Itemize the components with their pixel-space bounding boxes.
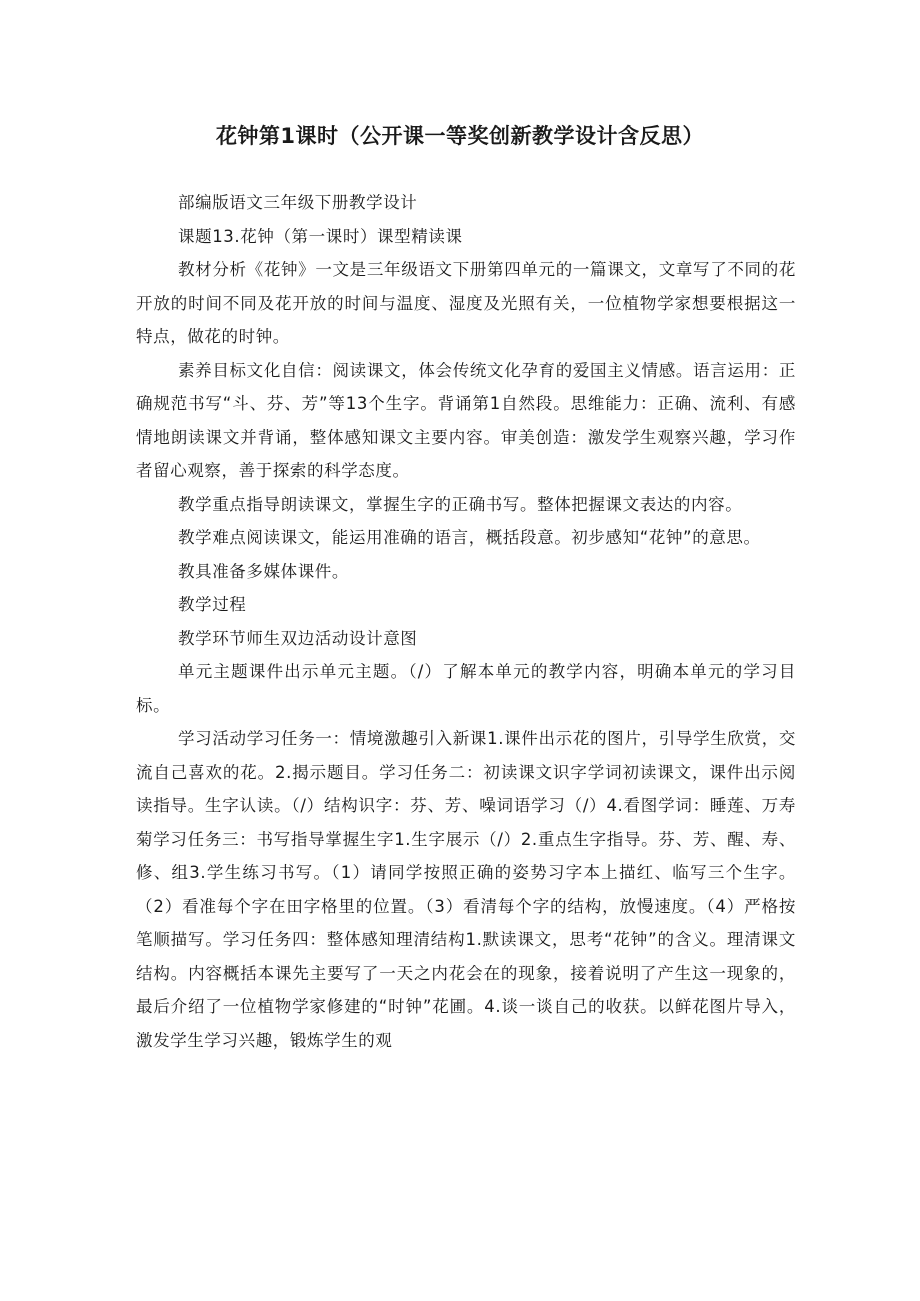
paragraph-process-header: 教学环节师生双边活动设计意图 — [178, 628, 418, 648]
paragraph-unit-theme: 单元主题课件出示单元主题。（/）了解本单元的教学内容，明确本单元的学习目标。 — [136, 662, 796, 715]
paragraph-material-analysis: 教材分析《花钟》一文是三年级语文下册第四单元的一篇课文，文章写了不同的花开放的时间不同及花开放的时间与温度、湿度及光照有关，一位植物学家想要根据这一特点，做花的时钟。 — [136, 260, 796, 346]
document-body — [136, 186, 796, 1057]
paragraph-teaching-difficulty: 教学难点阅读课文，能运用准确的语言，概括段意。初步感知“花钟”的意思。 — [178, 528, 761, 547]
paragraph-edition: 部编版语文三年级下册教学设计 — [178, 193, 418, 212]
paragraph-teaching-aids: 教具准备多媒体课件。 — [178, 561, 349, 581]
paragraph-teaching-focus: 教学重点指导朗读课文，掌握生字的正确书写。整体把握课文表达的内容。 — [178, 494, 743, 514]
paragraph-teaching-process: 教学过程 — [178, 595, 247, 614]
paragraph-lesson-topic: 课题13.花钟（第一课时）课型精读课 — [178, 226, 463, 246]
paragraph-learning-activities: 学习活动学习任务一：情境激趣引入新课1.课件出示花的图片，引导学生欣赏，交流自己喜欢的花。2.揭示题目。学习任务二：初读课文识字学词初读课文，课件出示阅读指导。生字认读。（/）结构识字：芬、芳、噪词语学习（/）4.看图学词：睡莲、万寿菊学习任务三：书写指导掌握生字1.生字展示（/）2.重点生字指导。芬、芳、醒、寿、修、组3.学生练习书写。（1）请同学按照正确的姿势习字本上描红、临写三个生字。（2）看准每个字在田字格里的位置。（3）看清每个字的结构，放慢速度。（4）严格按笔顺描写。学习任务四：整体感知理清结构1.默读课文，思考“花钟”的含义。理清课文结构。内容概括本课先主要写了一天之内花会在的现象，接着说明了产生这一现象的，最后介绍了一位植物学家修建的“时钟”花圃。4.谈一谈自己的收获。以鲜花图片导入，激发学生学习兴趣，锻炼学生的观 — [136, 729, 796, 1050]
document-title: 花钟第1课时（公开课一等奖创新教学设计含反思） — [215, 124, 705, 148]
paragraph-literacy-goals: 素养目标文化自信：阅读课文，体会传统文化孕育的爱国主义情感。语言运用：正确规范书写“斗、芬、芳”等13个生字。背诵第1自然段。思维能力：正确、流利、有感情地朗读课文并背诵，整体感知课文主要内容。审美创造：激发学生观察兴趣，学习作者留心观察，善于探索的科学态度。 — [136, 360, 796, 480]
